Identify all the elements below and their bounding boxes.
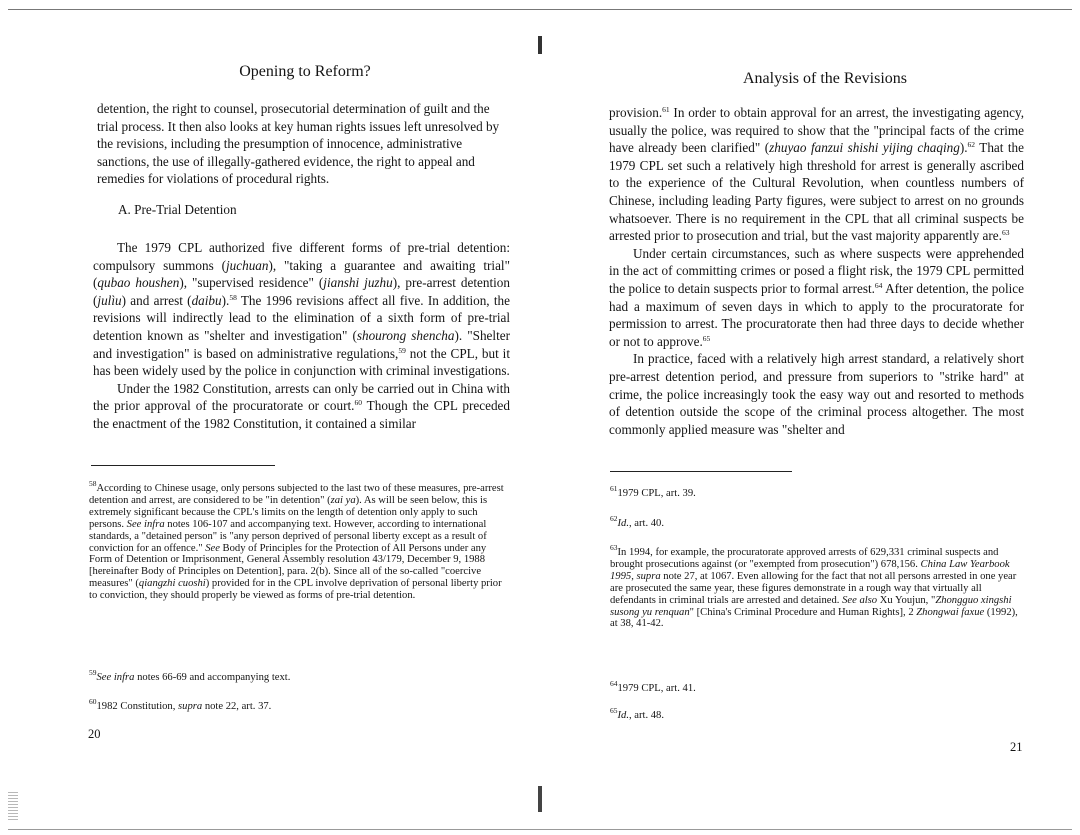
italic-term: Zhongguo xingshi susong yu renquan (610, 594, 1012, 618)
text-run: ), "taking a guarantee and awaiting trial" ( (93, 257, 510, 291)
italic-term: Zhongwai faxue (916, 606, 985, 618)
text-run: ), "supervised residence" ( (179, 275, 324, 291)
text-run: (1992), at 38, 41-42. (610, 606, 1018, 630)
text-run: Xu Youjun, " (877, 594, 936, 606)
footnote-number: 64 (610, 679, 618, 688)
text-run: note 22, art. 37. (202, 701, 272, 712)
footnote-ref: 61 (662, 105, 670, 114)
page-border-bottom (540, 829, 1072, 830)
italic-term: See also (842, 594, 878, 606)
italic-term: zai ya (330, 494, 356, 506)
text-run: Under the 1982 Constitution, arrests can only be carried out in China with the prior approval of the procuratorate or court. (93, 380, 510, 414)
footnote-number: 63 (610, 543, 618, 552)
text-run: Body of Principles for the Protection of All Persons under any Form of Detention or Imprisonment, General Assembly resolution 43/179, December 9, 1988 [hereinafter Body of Principles on Detention], para. 2(b). Since all of the so-called "coercive measures" ( (89, 542, 487, 590)
italic-term: qubao houshen (97, 275, 180, 291)
text-run: ). (959, 140, 968, 156)
text-run: ) provided for in the CPL involve deprivation of personal liberty prior to conviction, they should properly be viewed as forms of pre-trial detention. (89, 578, 502, 602)
text-run: , (631, 570, 637, 582)
intro-paragraph (97, 100, 512, 188)
text-run: ), pre-arrest detention ( (93, 275, 510, 308)
italic-term: shourong shencha (356, 327, 455, 343)
text-run: 1982 Constitution, (96, 701, 179, 712)
running-header: Analysis of the Revisions (743, 70, 907, 87)
text-run: , art. 40. (628, 518, 664, 529)
italic-term: See (205, 542, 220, 554)
page-number: 20 (88, 727, 101, 741)
scan-artifact (8, 790, 18, 820)
text-run: provision. (609, 105, 663, 120)
footnote-number: 61 (610, 484, 618, 493)
text-run: , art. 48. (628, 710, 664, 721)
footnote-61 (610, 484, 1026, 500)
right-page (540, 0, 1080, 835)
italic-term: China Law Yearbook 1995 (610, 558, 1010, 582)
italic-term: See infra (96, 672, 135, 683)
body-paragraph-1 (93, 239, 510, 433)
italic-term: julìu (97, 292, 122, 308)
italic-term: supra (636, 570, 661, 582)
text-run: ) and arrest ( (121, 292, 192, 308)
text-run: The 1996 revisions affect all five. In addition, the revisions will indirectly lead to the elimination of a sixth form of pre-trial detention known as "shelter and investigation" ( (93, 292, 510, 343)
text-run: ). "Shelter and investigation" is based on administrative regulations, (93, 327, 510, 361)
text-run: ). As will be seen below, this is extremely significant because the CPL's limits on the length of detention only apply to such persons. (89, 494, 488, 530)
italic-term: Id. (617, 518, 629, 529)
footnote-59 (89, 668, 509, 684)
footnote-ref: 62 (967, 140, 976, 150)
text-run: note 27, at 1067. Even allowing for the fact that not all persons arrested in one year are prosecuted the same year, these figures demonstrate in a rough way that virtually all defendants in criminal trials are arrested and detained. (610, 570, 1017, 606)
text-run: After detention, the police had a maximum of seven days in which to apply to the procuratorate for permission to arrest. The procuratorate then had three days to decide whether or not to approve. (609, 280, 1024, 349)
text-run: The 1979 CPL authorized five different forms of pre-trial detention: compulsory summons ( (93, 240, 510, 273)
text-run: That the 1979 CPL set such a relatively high threshold for arrest is generally ascribed to the experience of the Cultural Revolution, when countless numbers of Chinese, including leading Party figures, were subject to arrest on no grounds whatsoever. There is no requirement in the CPL that all criminal suspects be arrested prior to prosecution and trial, but the vast majority apparently are. (609, 140, 1024, 244)
text-run: " [China's Criminal Procedure and Human Rights], 2 (689, 606, 917, 618)
section-heading: A. Pre-Trial Detention (118, 202, 237, 217)
footnote-ref: 60 (354, 398, 362, 408)
footnote-62 (610, 514, 1026, 530)
italic-term: daibu (191, 292, 222, 308)
text-run: ). (221, 292, 230, 308)
footnote-number: 59 (89, 668, 97, 677)
footnote-number: 62 (610, 514, 618, 523)
italic-term: supra (178, 701, 203, 712)
intro-text: detention, the right to counsel, prosecutorial determination of guilt and the trial process. It then also looks at key human rights issues left unresolved by the revisions, including the presumption of innocence, administrative sanctions, the use of illegally-gathered evidence, the right to appeal and remedies for violations of procedural rights. (97, 101, 500, 187)
italic-term: jianshi juzhu (323, 275, 393, 291)
text-run: notes 106-107 and accompanying text. However, according to international standards, a "detained person" is "any person deprived of personal liberty except as a result of conviction for an offence." (89, 518, 487, 554)
text-run: Under certain circumstances, such as where suspects were apprehended in the act of committing crimes or posed a flight risk, the 1979 CPL permitted the police to detain suspects prior to formal arrest. (609, 245, 1024, 296)
footnote-rule (91, 465, 275, 466)
spine-mark-top (538, 36, 542, 54)
page-number: 21 (1010, 740, 1023, 754)
text-run: not the CPL, but it has been widely used by the police in conjunction with criminal investigations. (93, 345, 510, 379)
footnote-58 (89, 479, 509, 602)
footnote-63 (610, 543, 1026, 630)
footnote-60 (89, 697, 509, 713)
body-text (609, 104, 1024, 438)
footnote-ref: 59 (398, 345, 406, 355)
spine-mark-bottom (538, 786, 542, 812)
footnote-rule (610, 471, 792, 472)
footnote-number: 65 (610, 706, 618, 715)
footnote-ref: 65 (702, 333, 711, 343)
text-run: In practice, faced with a relatively high arrest standard, a relatively short pre-arrest detention period, and pressure from superiors to "strike hard" at crime, the police increasingly took the easy way out and resorted to methods of detention outside the scope of the criminal process altogether. The most commonly applied measure was "shelter and (609, 351, 1024, 437)
italic-term: zhuyao fanzui shishi yijing chaqing (769, 140, 960, 156)
footnote-number: 58 (89, 479, 97, 488)
footnote-64 (610, 679, 1026, 695)
footnote-ref: 58 (229, 292, 237, 302)
text-run: notes 66-69 and accompanying text. (134, 672, 291, 683)
text-run: According to Chinese usage, only persons subjected to the last two of these measures, pre-arrest detention and arrest, are considered to be "in detention" ( (89, 483, 504, 506)
text-run: 1979 CPL, art. 41. (617, 683, 696, 694)
italic-term: qiangzhi cuoshi (138, 578, 206, 590)
italic-term: See infra (126, 518, 165, 530)
italic-term: Id. (617, 710, 629, 721)
running-header: Opening to Reform? (239, 63, 371, 80)
text-run: In order to obtain approval for an arrest, the investigating agency, usually the police, was required to show that the "principal facts of the crime have already been clarified" ( (609, 105, 1024, 156)
page-border-top (540, 9, 1072, 10)
page-border-top (8, 9, 540, 10)
footnote-65 (610, 706, 1026, 722)
footnote-number: 60 (89, 697, 97, 706)
text-run: 1979 CPL, art. 39. (617, 488, 696, 499)
text-run: Though the CPL preceded the enactment of the 1982 Constitution, it contained a similar (93, 398, 510, 431)
footnote-ref: 64 (874, 280, 883, 290)
text-run: In 1994, for example, the procuratorate approved arrests of 629,331 criminal suspects and brought prosecutions against (or "exempted from prosecution") 678,156. (610, 547, 999, 570)
italic-term: juchuan (225, 257, 269, 273)
footnote-ref: 63 (1001, 228, 1010, 238)
page-border-bottom (8, 829, 540, 830)
